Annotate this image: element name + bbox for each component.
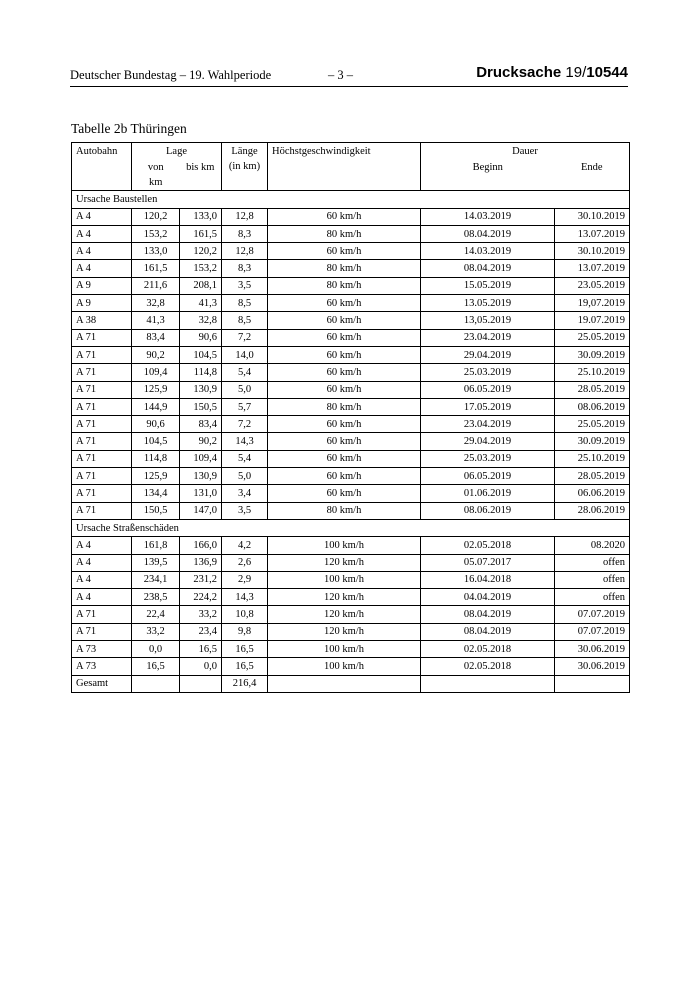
- table-row: [72, 381, 630, 398]
- cell-von: 0,0: [132, 641, 180, 658]
- cell-speed: 80 km/h: [268, 260, 421, 277]
- cell-autobahn: A 9: [72, 295, 132, 312]
- cell-bis: 120,2: [180, 243, 222, 260]
- cell-laenge: 8,3: [222, 225, 268, 242]
- cell-ende: 30.06.2019: [555, 641, 630, 658]
- cell-speed: 80 km/h: [268, 398, 421, 415]
- cell-beginn: 29.04.2019: [421, 433, 555, 450]
- cell-beginn: 06.05.2019: [421, 468, 555, 485]
- cell-bis: 153,2: [180, 260, 222, 277]
- cell-ende: 07.07.2019: [555, 623, 630, 640]
- cell-beginn: 25.03.2019: [421, 364, 555, 381]
- table-row: [72, 606, 630, 623]
- cell-beginn: 08.04.2019: [421, 623, 555, 640]
- table-row: [72, 260, 630, 277]
- cell-laenge: 5,4: [222, 364, 268, 381]
- cell-laenge: 5,4: [222, 450, 268, 467]
- section-label: Ursache Straßenschäden: [72, 519, 630, 536]
- cell-von: 90,6: [132, 416, 180, 433]
- cell-autobahn: A 4: [72, 589, 132, 606]
- section-row: [72, 519, 630, 536]
- cell-bis: 90,2: [180, 433, 222, 450]
- cell-beginn: 13,05.2019: [421, 312, 555, 329]
- cell-autobahn: A 73: [72, 641, 132, 658]
- col-autobahn: Autobahn: [72, 143, 132, 191]
- cell-von: 114,8: [132, 450, 180, 467]
- total-row: [72, 675, 630, 692]
- cell-ende: 13.07.2019: [555, 225, 630, 242]
- cell-autobahn: A 4: [72, 208, 132, 225]
- cell-laenge: 5,0: [222, 468, 268, 485]
- cell-autobahn: A 4: [72, 243, 132, 260]
- cell-beginn: 23.04.2019: [421, 329, 555, 346]
- cell-ende: 06.06.2019: [555, 485, 630, 502]
- cell-speed: 80 km/h: [268, 502, 421, 519]
- table-row: [72, 502, 630, 519]
- cell-speed: 60 km/h: [268, 346, 421, 363]
- cell-bis: 136,9: [180, 554, 222, 571]
- cell-bis: 224,2: [180, 589, 222, 606]
- cell-ende: offen: [555, 589, 630, 606]
- cell-laenge: 7,2: [222, 416, 268, 433]
- cell-bis: 131,0: [180, 485, 222, 502]
- table-row: [72, 468, 630, 485]
- cell-speed: 120 km/h: [268, 589, 421, 606]
- table-row: [72, 329, 630, 346]
- total-label: Gesamt: [72, 675, 132, 692]
- cell-von: 104,5: [132, 433, 180, 450]
- cell-bis: 32,8: [180, 312, 222, 329]
- col-lage: Lage: [132, 143, 222, 161]
- cell-ende: 13.07.2019: [555, 260, 630, 277]
- cell-ende: 19,07.2019: [555, 295, 630, 312]
- cell-bis: 16,5: [180, 641, 222, 658]
- table-body: [72, 191, 630, 693]
- cell-speed: 120 km/h: [268, 554, 421, 571]
- cell-laenge: 8,5: [222, 295, 268, 312]
- cell-speed: 60 km/h: [268, 468, 421, 485]
- cell-ende: 08.06.2019: [555, 398, 630, 415]
- cell-laenge: 16,5: [222, 641, 268, 658]
- cell-autobahn: A 71: [72, 485, 132, 502]
- cell-bis: 41,3: [180, 295, 222, 312]
- section-label: Ursache Baustellen: [72, 191, 630, 208]
- cell-von: 150,5: [132, 502, 180, 519]
- header-parliament: Deutscher Bundestag – 19. Wahlperiode: [70, 68, 272, 82]
- cell-laenge: 4,2: [222, 537, 268, 554]
- cell-von: 144,9: [132, 398, 180, 415]
- cell-beginn: 23.04.2019: [421, 416, 555, 433]
- table-row: [72, 295, 630, 312]
- col-von-label: von: [147, 162, 164, 174]
- cell-speed: 60 km/h: [268, 364, 421, 381]
- cell-von: 90,2: [132, 346, 180, 363]
- cell-ende: 30.09.2019: [555, 346, 630, 363]
- section-row: [72, 191, 630, 208]
- cell-autobahn: A 73: [72, 658, 132, 675]
- cell-ende: 19.07.2019: [555, 312, 630, 329]
- cell-speed: 80 km/h: [268, 277, 421, 294]
- cell-von: 41,3: [132, 312, 180, 329]
- cell-speed: 100 km/h: [268, 641, 421, 658]
- page-header: [70, 64, 628, 87]
- cell-bis: 133,0: [180, 208, 222, 225]
- cell-speed: 60 km/h: [268, 208, 421, 225]
- table-row: [72, 433, 630, 450]
- cell-speed: 60 km/h: [268, 433, 421, 450]
- table-row: [72, 277, 630, 294]
- cell-autobahn: A 71: [72, 468, 132, 485]
- col-von-unit: km: [149, 177, 163, 189]
- cell-laenge: 14,3: [222, 589, 268, 606]
- cell-beginn: 01.06.2019: [421, 485, 555, 502]
- cell-beginn: 29.04.2019: [421, 346, 555, 363]
- cell-autobahn: A 71: [72, 329, 132, 346]
- cell-autobahn: A 71: [72, 381, 132, 398]
- cell-autobahn: A 4: [72, 554, 132, 571]
- cell-autobahn: A 9: [72, 277, 132, 294]
- cell-von: 125,9: [132, 468, 180, 485]
- data-table: [71, 142, 630, 693]
- cell-ende: 30.06.2019: [555, 658, 630, 675]
- cell-speed: 100 km/h: [268, 571, 421, 588]
- cell-speed: 60 km/h: [268, 312, 421, 329]
- cell-ende: 28.06.2019: [555, 502, 630, 519]
- cell-beginn: 14.03.2019: [421, 208, 555, 225]
- cell-laenge: 3,4: [222, 485, 268, 502]
- cell-beginn: 25.03.2019: [421, 450, 555, 467]
- table-row: [72, 589, 630, 606]
- cell-beginn: 04.04.2019: [421, 589, 555, 606]
- cell-bis: 231,2: [180, 571, 222, 588]
- table-row: [72, 243, 630, 260]
- header-doc-prefix: 19/: [565, 64, 587, 81]
- total-empty-cell: [555, 675, 630, 692]
- table-row: [72, 450, 630, 467]
- cell-beginn: 08.04.2019: [421, 225, 555, 242]
- cell-speed: 100 km/h: [268, 658, 421, 675]
- cell-autobahn: A 71: [72, 346, 132, 363]
- cell-autobahn: A 4: [72, 537, 132, 554]
- table-row: [72, 312, 630, 329]
- cell-bis: 166,0: [180, 537, 222, 554]
- cell-von: 83,4: [132, 329, 180, 346]
- table-row: [72, 364, 630, 381]
- table-row: [72, 208, 630, 225]
- cell-ende: 28.05.2019: [555, 468, 630, 485]
- cell-beginn: 17.05.2019: [421, 398, 555, 415]
- cell-bis: 130,9: [180, 381, 222, 398]
- cell-bis: 23,4: [180, 623, 222, 640]
- cell-ende: 30.10.2019: [555, 243, 630, 260]
- header-doc-num: 10544: [586, 64, 628, 81]
- cell-von: 109,4: [132, 364, 180, 381]
- cell-speed: 120 km/h: [268, 623, 421, 640]
- cell-speed: 60 km/h: [268, 243, 421, 260]
- cell-laenge: 16,5: [222, 658, 268, 675]
- cell-autobahn: A 71: [72, 450, 132, 467]
- cell-von: 234,1: [132, 571, 180, 588]
- cell-autobahn: A 71: [72, 623, 132, 640]
- cell-laenge: 10,8: [222, 606, 268, 623]
- table-row: [72, 537, 630, 554]
- cell-von: 22,4: [132, 606, 180, 623]
- table-row: [72, 346, 630, 363]
- cell-speed: 80 km/h: [268, 225, 421, 242]
- cell-bis: 114,8: [180, 364, 222, 381]
- cell-beginn: 05.07.2017: [421, 554, 555, 571]
- cell-bis: 147,0: [180, 502, 222, 519]
- cell-ende: 25.05.2019: [555, 329, 630, 346]
- cell-autobahn: A 71: [72, 606, 132, 623]
- cell-laenge: 7,2: [222, 329, 268, 346]
- cell-ende: 23.05.2019: [555, 277, 630, 294]
- cell-beginn: 06.05.2019: [421, 381, 555, 398]
- cell-autobahn: A 4: [72, 571, 132, 588]
- table-row: [72, 554, 630, 571]
- table-row: [72, 658, 630, 675]
- cell-von: 153,2: [132, 225, 180, 242]
- cell-ende: offen: [555, 554, 630, 571]
- total-empty-cell: [180, 675, 222, 692]
- cell-bis: 109,4: [180, 450, 222, 467]
- cell-laenge: 5,7: [222, 398, 268, 415]
- cell-laenge: 8,3: [222, 260, 268, 277]
- total-empty-cell: [421, 675, 555, 692]
- cell-autobahn: A 71: [72, 502, 132, 519]
- cell-bis: 150,5: [180, 398, 222, 415]
- col-beginn: Beginn: [421, 160, 555, 191]
- col-ende: Ende: [555, 160, 630, 191]
- col-speed: Höchstgeschwindigkeit: [268, 143, 421, 191]
- cell-ende: 07.07.2019: [555, 606, 630, 623]
- cell-bis: 33,2: [180, 606, 222, 623]
- table-row: [72, 571, 630, 588]
- cell-von: 161,5: [132, 260, 180, 277]
- cell-von: 161,8: [132, 537, 180, 554]
- cell-von: 134,4: [132, 485, 180, 502]
- cell-speed: 60 km/h: [268, 295, 421, 312]
- cell-laenge: 2,9: [222, 571, 268, 588]
- cell-ende: 30.09.2019: [555, 433, 630, 450]
- cell-laenge: 12,8: [222, 243, 268, 260]
- table-header: [72, 143, 630, 191]
- cell-beginn: 15.05.2019: [421, 277, 555, 294]
- col-bis: bis km: [180, 160, 222, 191]
- cell-beginn: 02.05.2018: [421, 641, 555, 658]
- cell-speed: 60 km/h: [268, 416, 421, 433]
- cell-speed: 60 km/h: [268, 450, 421, 467]
- cell-ende: 08.2020: [555, 537, 630, 554]
- cell-ende: 25.10.2019: [555, 364, 630, 381]
- cell-bis: 104,5: [180, 346, 222, 363]
- cell-beginn: 02.05.2018: [421, 658, 555, 675]
- cell-laenge: 12,8: [222, 208, 268, 225]
- cell-autobahn: A 71: [72, 433, 132, 450]
- cell-speed: 100 km/h: [268, 537, 421, 554]
- cell-bis: 0,0: [180, 658, 222, 675]
- cell-autobahn: A 4: [72, 225, 132, 242]
- cell-von: 32,8: [132, 295, 180, 312]
- cell-von: 120,2: [132, 208, 180, 225]
- cell-beginn: 13.05.2019: [421, 295, 555, 312]
- cell-bis: 130,9: [180, 468, 222, 485]
- table-row: [72, 225, 630, 242]
- col-von: [132, 160, 180, 191]
- cell-beginn: 08.06.2019: [421, 502, 555, 519]
- total-empty-cell: [268, 675, 421, 692]
- table-title: Tabelle 2b Thüringen: [71, 121, 187, 136]
- cell-beginn: 08.04.2019: [421, 260, 555, 277]
- cell-ende: offen: [555, 571, 630, 588]
- cell-laenge: 14,3: [222, 433, 268, 450]
- table-row: [72, 623, 630, 640]
- col-laenge-label: Länge: [231, 146, 258, 157]
- cell-von: 211,6: [132, 277, 180, 294]
- cell-von: 33,2: [132, 623, 180, 640]
- col-laenge: [222, 143, 268, 191]
- header-page-number: – 3 –: [328, 68, 353, 82]
- cell-beginn: 08.04.2019: [421, 606, 555, 623]
- cell-beginn: 02.05.2018: [421, 537, 555, 554]
- total-value: 216,4: [222, 675, 268, 692]
- cell-speed: 60 km/h: [268, 381, 421, 398]
- table-row: [72, 485, 630, 502]
- table-row: [72, 641, 630, 658]
- cell-autobahn: A 4: [72, 260, 132, 277]
- cell-laenge: 9,8: [222, 623, 268, 640]
- cell-laenge: 5,0: [222, 381, 268, 398]
- cell-von: 125,9: [132, 381, 180, 398]
- table-row: [72, 416, 630, 433]
- cell-ende: 28.05.2019: [555, 381, 630, 398]
- cell-von: 16,5: [132, 658, 180, 675]
- cell-ende: 25.05.2019: [555, 416, 630, 433]
- cell-laenge: 8,5: [222, 312, 268, 329]
- cell-beginn: 16.04.2018: [421, 571, 555, 588]
- cell-laenge: 14,0: [222, 346, 268, 363]
- header-doc-label: Drucksache: [476, 64, 562, 81]
- cell-autobahn: A 71: [72, 364, 132, 381]
- cell-bis: 83,4: [180, 416, 222, 433]
- cell-von: 139,5: [132, 554, 180, 571]
- col-laenge-unit: (in km): [228, 161, 261, 172]
- cell-ende: 25.10.2019: [555, 450, 630, 467]
- cell-speed: 120 km/h: [268, 606, 421, 623]
- cell-laenge: 3,5: [222, 277, 268, 294]
- cell-ende: 30.10.2019: [555, 208, 630, 225]
- cell-von: 238,5: [132, 589, 180, 606]
- total-empty-cell: [132, 675, 180, 692]
- cell-beginn: 14.03.2019: [421, 243, 555, 260]
- cell-autobahn: A 71: [72, 398, 132, 415]
- cell-laenge: 2,6: [222, 554, 268, 571]
- cell-speed: 60 km/h: [268, 329, 421, 346]
- table-row: [72, 398, 630, 415]
- cell-speed: 60 km/h: [268, 485, 421, 502]
- col-dauer: Dauer: [421, 143, 630, 161]
- cell-autobahn: A 71: [72, 416, 132, 433]
- cell-bis: 90,6: [180, 329, 222, 346]
- cell-von: 133,0: [132, 243, 180, 260]
- header-document-number: [476, 64, 628, 81]
- cell-autobahn: A 38: [72, 312, 132, 329]
- cell-bis: 161,5: [180, 225, 222, 242]
- cell-bis: 208,1: [180, 277, 222, 294]
- cell-laenge: 3,5: [222, 502, 268, 519]
